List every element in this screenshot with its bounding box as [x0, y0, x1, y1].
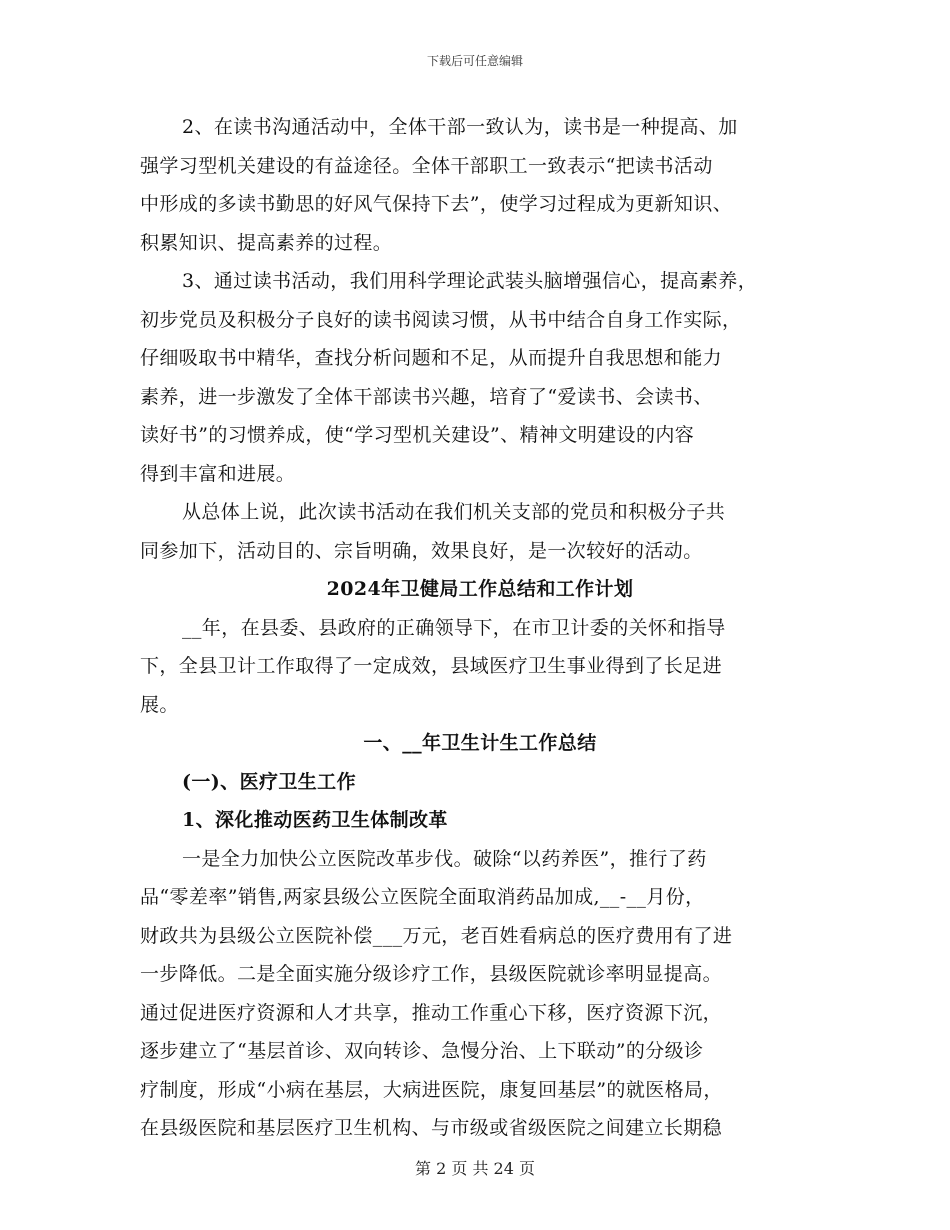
text-line: 初步党员及积极分子良好的读书阅读习惯，从书中结合自身工作实际， [140, 308, 742, 331]
text-line: (一)、医疗卫生工作 [182, 770, 356, 793]
text-line: 一是全力加快公立医院改革步伐。破除“以药养医”，推行了药 [182, 847, 707, 870]
text-line: 得到丰富和进展。 [140, 462, 296, 485]
text-line: 2024年卫健局工作总结和工作计划 [326, 578, 634, 600]
text-line: 3、通过读书活动，我们用科学理论武装头脑增强信心，提高素养， [182, 270, 758, 292]
text-line: 在县级医院和基层医疗卫生机构、与市级或省级医院之间建立长期稳 [140, 1117, 723, 1139]
text-line: 中形成的多读书勤思的好风气保持下去”，使学习过程成为更新知识、 [140, 193, 733, 215]
text-line: 素养，进一步激发了全体干部读书兴趣，培育了“爱读书、会读书、 [140, 385, 713, 408]
text-line: 通过促进医疗资源和人才共享，推动工作重心下移，医疗资源下沉， [140, 1001, 723, 1024]
text-line: 仔细吸取书中精华，查找分析问题和不足，从而提升自我思想和能力 [140, 347, 723, 369]
text-line: __年，在县委、县政府的正确领导下，在市卫计委的关怀和指导 [182, 616, 726, 639]
page-number: 第 2 页 共 24 页 [415, 1159, 535, 1178]
text-line: 积累知识、提高素养的过程。 [140, 231, 393, 254]
text-line: 1、深化推动医药卫生体制改革 [182, 809, 448, 831]
document-body [140, 108, 820, 1148]
text-line: 财政共为县级公立医院补偿___万元，老百姓看病总的医疗费用有了进 [140, 924, 733, 947]
text-line: 逐步建立了“基层首诊、双向转诊、急慢分治、上下联动”的分级诊 [140, 1040, 704, 1062]
text-line: 读好书”的习惯养成，使“学习型机关建设”、精神文明建设的内容 [140, 424, 695, 446]
text-line: 品“零差率”销售,两家县级公立医院全面取消药品加成,__-__月份， [140, 886, 705, 908]
text-line: 疗制度，形成“小病在基层，大病进医院，康复回基层”的就医格局， [140, 1078, 723, 1101]
text-line: 展。 [140, 693, 179, 716]
text-line: 从总体上说，此次读书活动在我们机关支部的党员和积极分子共 [182, 501, 726, 523]
header-note: 下载后可任意编辑 [426, 54, 523, 68]
text-line: 同参加下，活动目的、宗旨明确，效果良好，是一次较好的活动。 [140, 539, 703, 562]
text-line: 下，全县卫计工作取得了一定成效，县域医疗卫生事业得到了长足进 [140, 655, 723, 677]
text-line: 一、__年卫生计生工作总结 [363, 732, 597, 754]
text-line: 强学习型机关建设的有益途径。全体干部职工一致表示“把读书活动 [140, 154, 713, 177]
text-line: 2、在读书沟通活动中，全体干部一致认为，读书是一种提高、加 [182, 116, 738, 138]
text-line: 一步降低。二是全面实施分级诊疗工作，县级医院就诊率明显提高。 [140, 963, 723, 985]
